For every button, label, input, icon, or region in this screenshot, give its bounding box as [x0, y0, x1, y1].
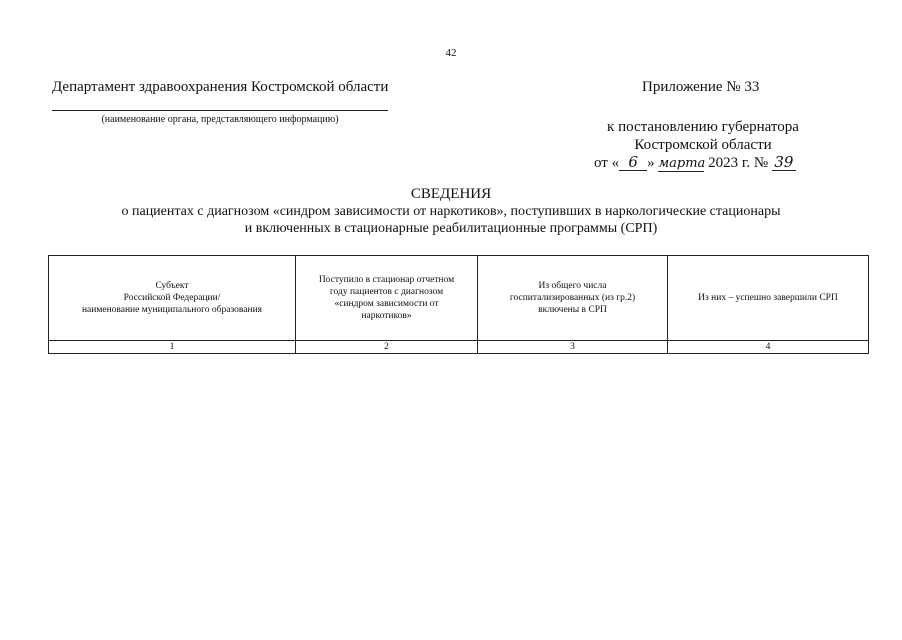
header-line: году пациентов с диагнозом	[329, 287, 444, 297]
document-title: СВЕДЕНИЯ	[410, 186, 492, 202]
date-month-handwritten: марта	[658, 156, 706, 171]
organization-underline	[52, 110, 388, 111]
decree-reference-line1: к постановлению губернатора	[607, 119, 799, 135]
column-number: 1	[49, 341, 296, 354]
organization-name: Департамент здравоохранения Костромской области	[52, 79, 389, 95]
date-prefix: от «	[594, 155, 620, 171]
date-day-handwritten: 6	[619, 155, 647, 171]
header-line: Поступило в стационар отчетном	[318, 275, 455, 285]
date-close-quote: »	[647, 155, 655, 171]
column-number-row	[49, 341, 869, 354]
header-line: госпитализированных (из гр.2)	[509, 293, 636, 303]
header-line: «синдром зависимости от	[334, 299, 439, 309]
date-year: 2023 г. №	[708, 155, 769, 171]
header-line: Из них – успешно завершили СРП	[698, 293, 838, 303]
appendix-label: Приложение № 33	[642, 79, 760, 95]
document-subtitle-line1: о пациентах с диагнозом «синдром зависимости от наркотиков», поступивших в наркологические стационары	[121, 204, 781, 219]
page-number: 42	[445, 47, 457, 59]
decree-reference-line2: Костромской области	[634, 137, 772, 153]
header-line: Из общего числа	[538, 281, 607, 291]
decree-number-handwritten: 39	[772, 155, 796, 171]
report-table	[48, 255, 869, 354]
header-line: Российской Федерации/	[123, 293, 221, 303]
header-line: Субъект	[155, 281, 189, 291]
table-header-cell	[49, 256, 296, 341]
header-line: наименование муниципального образования	[81, 305, 263, 315]
organization-caption: (наименование органа, представляющего информацию)	[101, 114, 339, 125]
table-header-cell	[668, 256, 869, 341]
table-header-row	[49, 256, 869, 341]
table-header-cell	[296, 256, 478, 341]
decree-date	[594, 155, 796, 172]
column-number: 3	[478, 341, 668, 354]
column-number: 2	[296, 341, 478, 354]
column-number: 4	[668, 341, 869, 354]
header-line: наркотиков»	[361, 311, 412, 321]
document-subtitle-line2: и включенных в стационарные реабилитационные программы (СРП)	[244, 221, 658, 236]
header-line: включены в СРП	[538, 305, 607, 315]
table-header-cell	[478, 256, 668, 341]
